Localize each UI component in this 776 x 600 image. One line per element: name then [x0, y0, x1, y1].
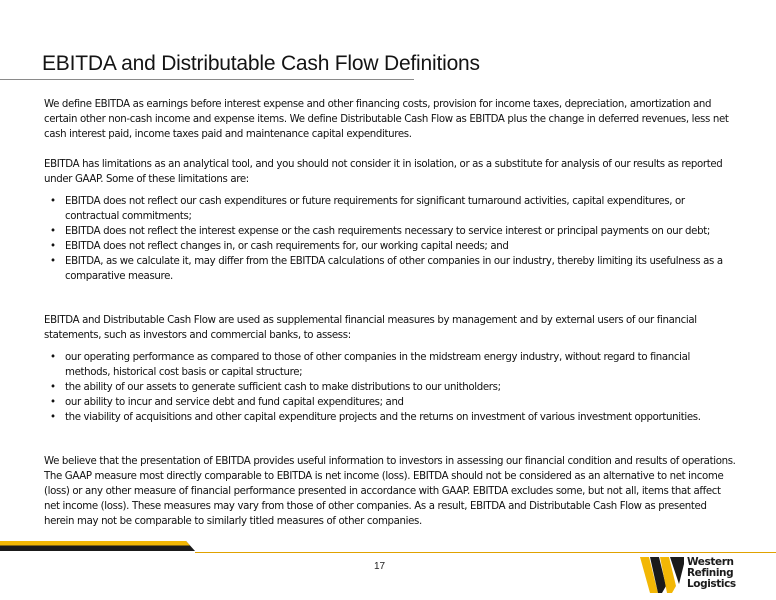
bullet-icon: • — [50, 397, 56, 408]
list-item: • our ability to incur and service debt and fund capital expenditures; and — [50, 397, 404, 408]
paragraph-uses: EBITDA and Distributable Cash Flow are used as supplemental financial measures by management and by external users of our financial statements, such as investors and commercial banks, to assess: — [44, 315, 697, 341]
wnrl-logo-mark-icon — [640, 556, 684, 594]
list-item: • our operating performance as compared to those of other companies in the midstream energy industry, without regard to financial methods, historical cost basis or capital structure; — [50, 352, 691, 378]
limitations-list — [44, 194, 736, 284]
bullet-icon: • — [50, 196, 56, 207]
page-number: 17 — [374, 561, 386, 572]
logo-wordmark: Western Refining Logistics — [687, 556, 736, 590]
bullet-icon: • — [50, 256, 56, 267]
list-item: • EBITDA does not reflect changes in, or cash requirements for, our working capital needs; and — [50, 241, 509, 252]
list-item: • the ability of our assets to generate sufficient cash to make distributions to our unitholders; — [50, 382, 501, 393]
list-item: • EBITDA, as we calculate it, may differ from the EBITDA calculations of other companies in our industry, thereby limiting its usefulness as a comparative measure. — [50, 256, 723, 282]
bullet-icon: • — [50, 412, 56, 423]
page-title: EBITDA and Distributable Cash Flow Definitions — [42, 52, 480, 75]
paragraph-presentation: We believe that the presentation of EBITDA provides useful information to investors in assessing our financial condition and results of operations. The GAAP measure most directly comparable to EBITDA is net income (loss). EBITDA should not be considered as an alternative to net income (loss) or any other measure of financial performance presented in accordance with GAAP. EBITDA excludes some, but not all, items that affect net income (loss). These measures may vary from those of other companies. As a result, EBITDA and Distributable Cash Flow as presented herein may not be comparable to similarly titled measures of other companies. — [44, 456, 736, 527]
company-logo — [640, 556, 740, 594]
list-item: • the viability of acquisitions and other capital expenditure projects and the returns on investment of various investment opportunities. — [50, 412, 701, 423]
bullet-icon: • — [50, 352, 56, 363]
body-content — [44, 97, 736, 529]
uses-list — [44, 350, 736, 425]
footer-divider — [195, 552, 776, 553]
bullet-icon: • — [50, 241, 56, 252]
paragraph-limitations: EBITDA has limitations as an analytical tool, and you should not consider it in isolation, or as a substitute for analysis of our results as reported under GAAP. Some of these limitations are: — [44, 159, 723, 185]
list-item: • EBITDA does not reflect our cash expenditures or future requirements for significant turnaround activities, capital expenditures, or contractual commitments; — [50, 196, 685, 222]
title-divider — [0, 79, 414, 80]
bullet-icon: • — [50, 382, 56, 393]
bullet-icon: • — [50, 226, 56, 237]
list-item: • EBITDA does not reflect the interest expense or the cash requirements necessary to service interest or principal payments on our debt; — [50, 226, 710, 237]
paragraph-definitions: We define EBITDA as earnings before interest expense and other financing costs, provision for income taxes, depreciation, amortization and certain other non-cash income and expense items. We define Distributable Cash Flow as EBITDA plus the change in deferred revenues, less net cash interest paid, income taxes paid and maintenance capital expenditures. — [44, 99, 729, 140]
footer-accent-bar — [0, 541, 195, 551]
